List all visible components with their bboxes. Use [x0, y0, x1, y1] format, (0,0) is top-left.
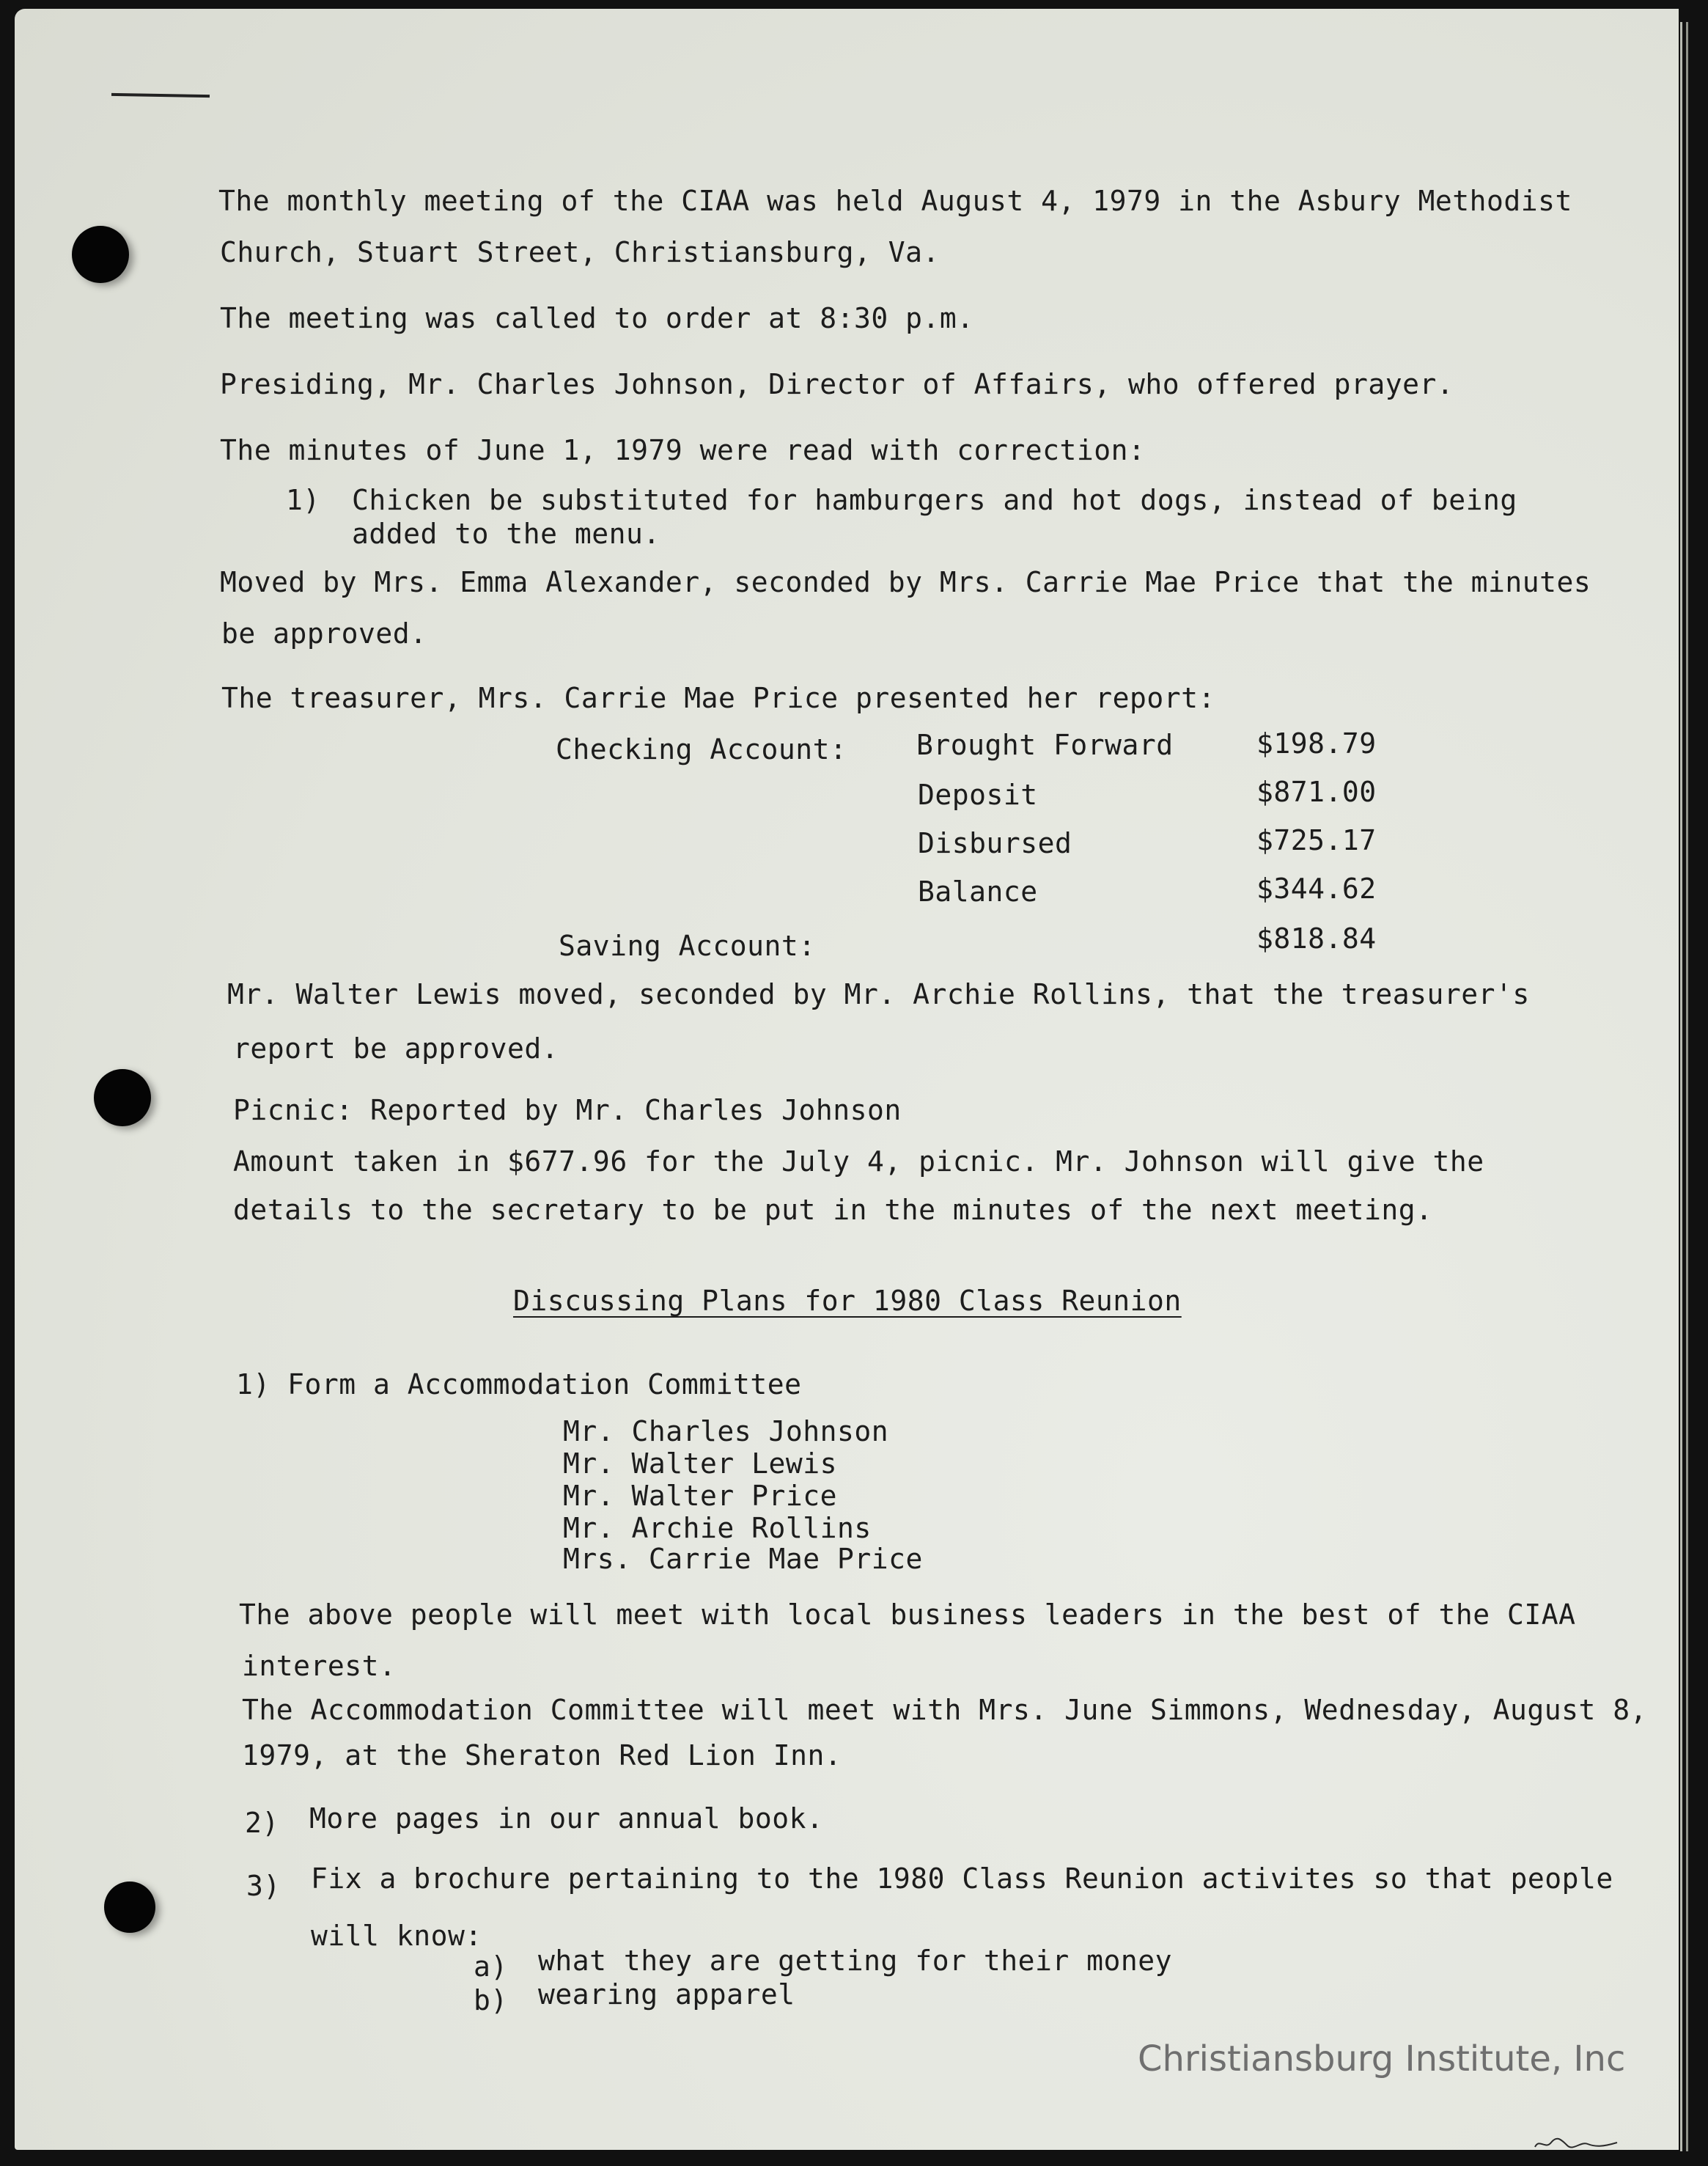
- correction-number: 1): [286, 484, 320, 516]
- minutes-line: The minutes of June 1, 1979 were read with correction:: [220, 434, 1146, 466]
- plan-item: will know:: [311, 1920, 482, 1952]
- report-item-label: Disbursed: [918, 827, 1072, 859]
- report-item-label: Brought Forward: [916, 729, 1174, 761]
- plan-item-number: 2): [245, 1807, 279, 1839]
- sub-item: wearing apparel: [538, 1978, 795, 2011]
- meeting-note: 1979, at the Sheraton Red Lion Inn.: [242, 1739, 842, 1772]
- approval-line: report be approved.: [233, 1032, 559, 1065]
- report-item-label: Deposit: [918, 779, 1038, 811]
- page-edge: [1680, 22, 1682, 2151]
- committee-note: interest.: [242, 1650, 397, 1682]
- report-item-amount: $344.62: [1256, 873, 1377, 905]
- approval-line: Mr. Walter Lewis moved, seconded by Mr. Archie Rollins, that the treasurer's: [227, 978, 1530, 1010]
- report-item-label: Balance: [918, 875, 1038, 908]
- saving-account-amount: $818.84: [1256, 922, 1377, 955]
- intro-line: Church, Stuart Street, Christiansburg, Va.: [220, 236, 940, 268]
- picnic-line: details to the secretary to be put in the minutes of the next meeting.: [233, 1194, 1433, 1226]
- plan-item: Fix a brochure pertaining to the 1980 Class Reunion activites so that people: [311, 1862, 1613, 1895]
- committee-note: The above people will meet with local business leaders in the best of the CIAA: [239, 1598, 1576, 1631]
- correction-line: Chicken be substituted for hamburgers and hot dogs, instead of being: [352, 484, 1517, 516]
- saving-account-label: Saving Account:: [559, 930, 816, 962]
- report-item-amount: $725.17: [1256, 824, 1377, 856]
- committee-member: Mr. Walter Price: [563, 1480, 838, 1512]
- committee-member: Mr. Archie Rollins: [563, 1512, 872, 1544]
- motion-line: Moved by Mrs. Emma Alexander, seconded by Mrs. Carrie Mae Price that the minutes: [220, 566, 1591, 598]
- picnic-line: Picnic: Reported by Mr. Charles Johnson: [233, 1094, 902, 1126]
- page-edge: [1686, 22, 1688, 2151]
- sub-item-number: a): [474, 1950, 508, 1983]
- checking-account-label: Checking Account:: [556, 733, 847, 766]
- punch-hole: [104, 1882, 155, 1933]
- picnic-line: Amount taken in $677.96 for the July 4, picnic. Mr. Johnson will give the: [233, 1145, 1484, 1178]
- correction-line: added to the menu.: [352, 518, 660, 550]
- report-item-amount: $871.00: [1256, 776, 1377, 808]
- presiding-line: Presiding, Mr. Charles Johnson, Director of Affairs, who offered prayer.: [220, 368, 1454, 400]
- meeting-note: The Accommodation Committee will meet with Mrs. June Simmons, Wednesday, August 8,: [242, 1694, 1647, 1726]
- sub-item: what they are getting for their money: [538, 1945, 1172, 1977]
- plan-item-number: 3): [246, 1870, 281, 1902]
- sub-item-number: b): [474, 1984, 508, 2016]
- treasurer-line: The treasurer, Mrs. Carrie Mae Price presented her report:: [221, 682, 1215, 714]
- watermark: Christiansburg Institute, Inc: [1138, 2038, 1626, 2079]
- call-to-order: The meeting was called to order at 8:30 p.m.: [220, 302, 974, 334]
- plan-item: More pages in our annual book.: [309, 1802, 824, 1835]
- intro-line: The monthly meeting of the CIAA was held August 4, 1979 in the Asbury Methodist: [218, 185, 1572, 217]
- motion-line: be approved.: [221, 617, 427, 650]
- committee-member: Mr. Charles Johnson: [563, 1415, 889, 1447]
- punch-hole: [72, 226, 129, 283]
- punch-hole: [94, 1069, 151, 1126]
- committee-member: Mr. Walter Lewis: [563, 1447, 838, 1480]
- plan-item: 1) Form a Accommodation Committee: [236, 1368, 802, 1400]
- report-item-amount: $198.79: [1256, 727, 1377, 760]
- handwritten-scrawl: [1532, 2134, 1620, 2151]
- section-heading: Discussing Plans for 1980 Class Reunion: [513, 1285, 1182, 1317]
- committee-member: Mrs. Carrie Mae Price: [563, 1543, 923, 1575]
